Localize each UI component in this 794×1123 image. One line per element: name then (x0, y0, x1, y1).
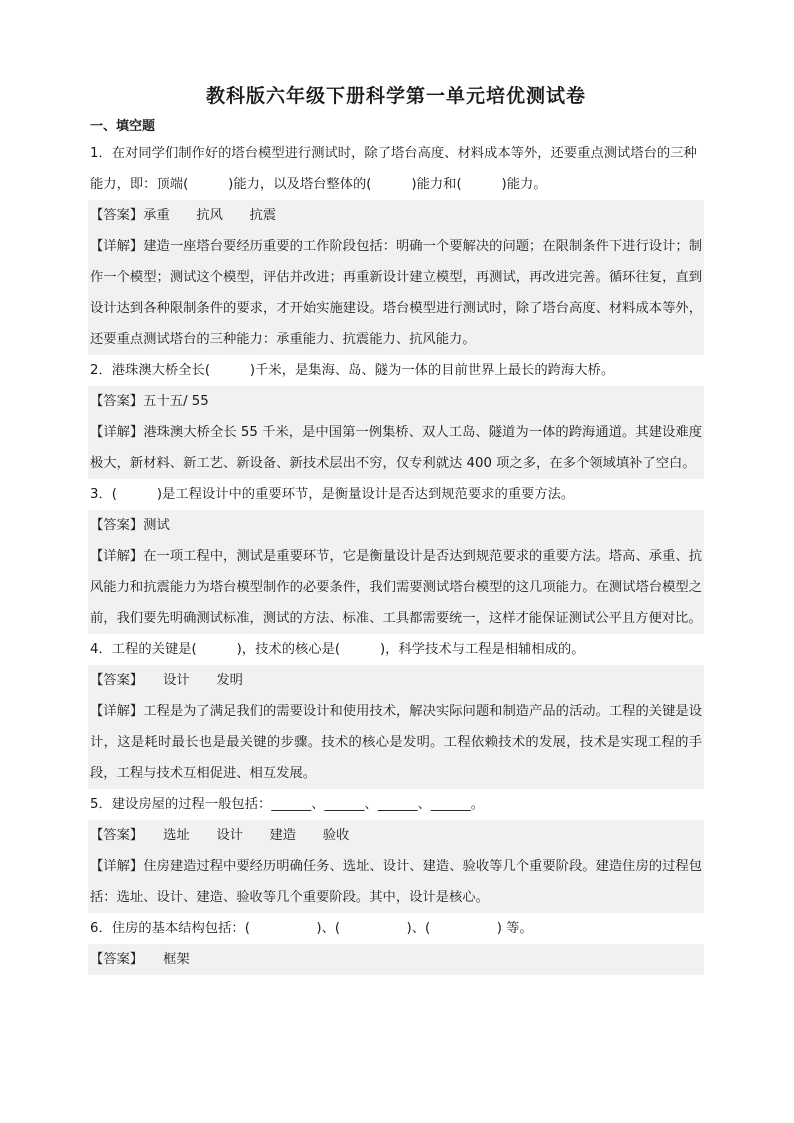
question-block-1 (88, 138, 704, 355)
question-text: 4．工程的关键是( )，技术的核心是( )，科学技术与工程是相辅相成的。 (90, 642, 585, 657)
question-block-4 (88, 634, 704, 789)
question-block-5 (88, 789, 704, 913)
answer-line: 【答案】 框架 (88, 944, 704, 975)
question-text: 5．建设房屋的过程一般包括：______、______、______、______。 (90, 797, 485, 812)
answer-line: 【答案】测试 (88, 510, 704, 541)
question-block-3 (88, 479, 704, 634)
question-block-6 (88, 913, 704, 975)
question-text: 3．( )是工程设计中的重要环节，是衡量设计是否达到规范要求的重要方法。 (90, 487, 575, 502)
section-heading: 一、填空题 (90, 119, 156, 134)
explanation-text: 【详解】工程是为了满足我们的需要设计和使用技术，解决实际问题和制造产品的活动。工程的关键是设计，这是耗时最长也是最关键的步骤。技术的核心是发明。工程依赖技术的发展，技术是实现工程的手段，工程与技术互相促进、相互发展。 (88, 696, 704, 789)
explanation-text: 【详解】住房建造过程中要经历明确任务、选址、设计、建造、验收等几个重要阶段。建造住房的过程包括：选址、设计、建造、验收等几个重要阶段。其中，设计是核心。 (88, 851, 704, 913)
page-title: 教科版六年级下册科学第一单元培优测试卷 (205, 85, 586, 107)
answer-line: 【答案】承重 抗风 抗震 (88, 200, 704, 231)
answer-line: 【答案】五十五/ 55 (88, 386, 704, 417)
question-text: 1．在对同学们制作好的塔台模型进行测试时，除了塔台高度、材料成本等外，还要重点测试塔台的三种能力，即：顶端( )能力，以及塔台整体的( )能力和( )能力。 (90, 146, 697, 192)
document-page (88, 78, 704, 975)
explanation-text: 【详解】在一项工程中，测试是重要环节，它是衡量设计是否达到规范要求的重要方法。塔高、承重、抗风能力和抗震能力为塔台模型制作的必要条件，我们需要测试塔台模型的这几项能力。在测试塔台模型之前，我们要先明确测试标准，测试的方法、标准、工具都需要统一，这样才能保证测试公平且方便对比。 (88, 541, 704, 634)
question-text: 6．住房的基本结构包括：( )、( )、( ) 等。 (90, 921, 533, 936)
question-text: 2．港珠澳大桥全长( )千米，是集海、岛、隧为一体的目前世界上最长的跨海大桥。 (90, 363, 615, 378)
explanation-text: 【详解】港珠澳大桥全长 55 千米，是中国第一例集桥、双人工岛、隧道为一体的跨海通道。其建设难度极大，新材料、新工艺、新设备、新技术层出不穷，仅专利就达 400 项之多，在多个领域填补了空白。 (88, 417, 704, 479)
answer-line: 【答案】 设计 发明 (88, 665, 704, 696)
question-block-2 (88, 355, 704, 479)
explanation-text: 【详解】建造一座塔台要经历重要的工作阶段包括：明确一个要解决的问题；在限制条件下进行设计；制作一个模型；测试这个模型，评估并改进；再重新设计建立模型，再测试，再改进完善。循环往复，直到设计达到各种限制条件的要求，才开始实施建设。塔台模型进行测试时，除了塔台高度、材料成本等外，还要重点测试塔台的三种能力：承重能力、抗震能力、抗风能力。 (88, 231, 704, 355)
answer-line: 【答案】 选址 设计 建造 验收 (88, 820, 704, 851)
